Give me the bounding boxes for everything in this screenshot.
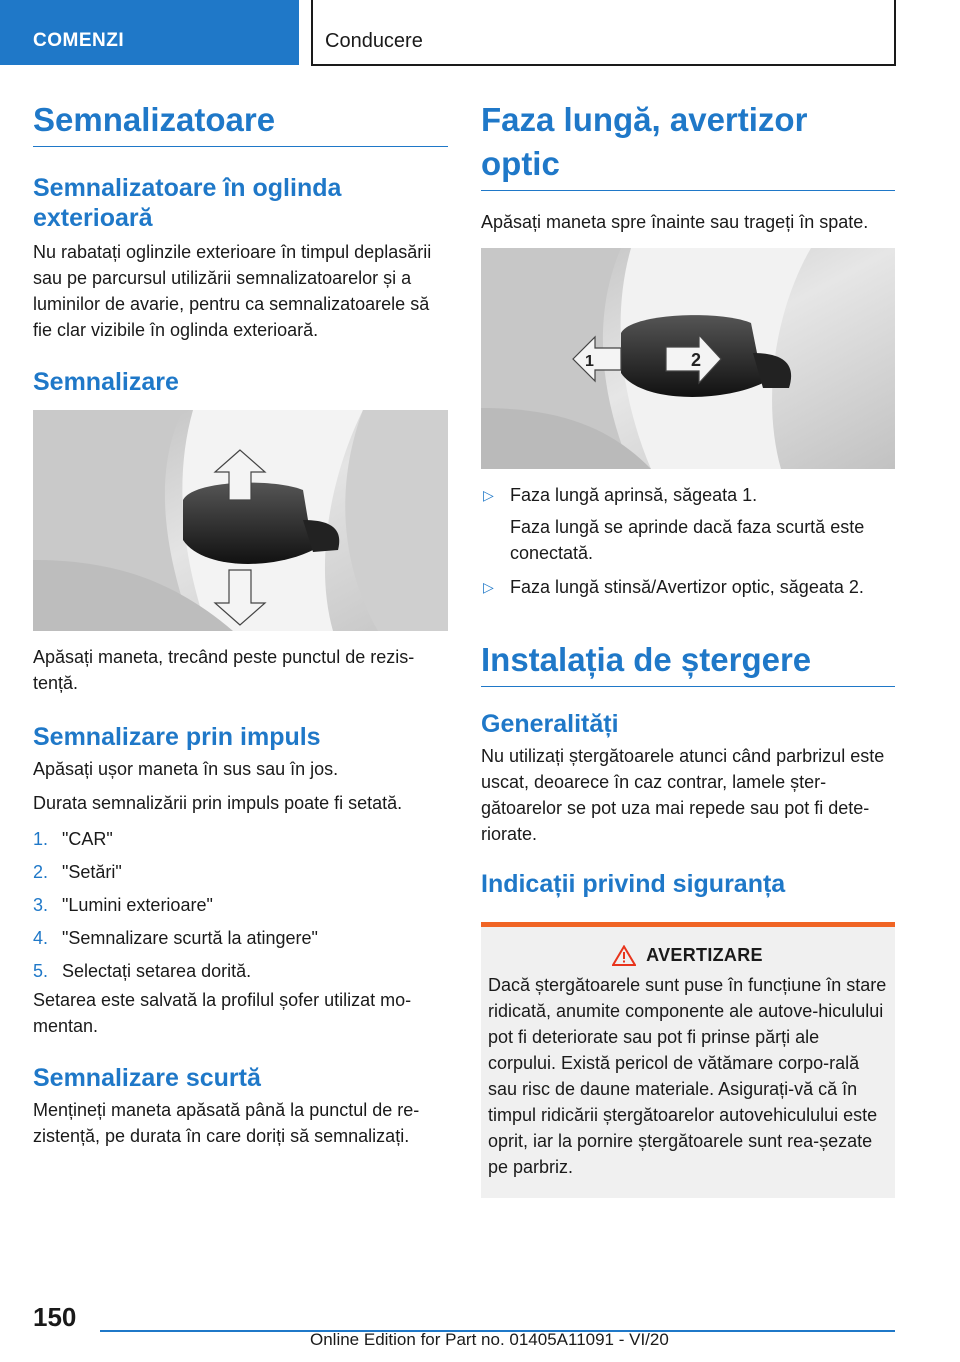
list-item: 4. "Semnalizare scurtă la atingere" [33,928,318,948]
heading-signaling: Semnalizare [33,368,179,396]
warning-header [488,945,887,966]
impulse-text-2: Durata semnalizării prin impuls poate fi setată. [33,793,403,813]
high-beam-intro: Apăsați maneta spre înainte sau trageți în spate. [481,212,869,232]
short-signaling-text: Mențineți maneta apăsată până la punctul de re-zistență, pe durata în care doriți să semnalizați. [33,1100,420,1146]
chapter-title: Conducere [325,30,423,52]
heading-turn-signals: Semnalizatoare [33,98,448,147]
heading-safety: Indicații privind siguranța [481,870,786,898]
heading-short-signaling: Semnalizare scurtă [33,1064,261,1092]
high-beam-lever-image [481,248,895,469]
list-item: ▷ Faza lungă aprinsă, săgeata 1. Faza lungă se aprinde dacă faza scurtă este conectată. [481,482,895,566]
warning-text: Dacă ștergătoarele sunt puse în funcțiune în stare ridicată, anumite componente ale autove-hiculului pot fi deteriorate sau pot fi prinse părți ale corpului. Există pericol de vătămare corpo-rală sau risc de daune materiale. Asigurați-vă că în timpul ridicării ștergătoarelor autovehiculului este oprit, iar la pornire ștergătoarele sunt rea-șezate pe parbriz. [488,975,887,1177]
footer-edition: Online Edition for Part no. 01405A11091 - VI/20 [310,1330,669,1349]
heading-wiper-system: Instalația de ștergere [481,638,895,687]
section-title: COMENZI [33,30,125,51]
right-column [481,98,895,1198]
list-item: 5. Selectați setarea dorită. [33,961,252,981]
impulse-text-1: Apăsați ușor maneta în sus sau în jos. [33,759,339,779]
list-item: 2. "Setări" [33,862,122,882]
triangle-bullet-icon: ▷ [483,487,494,503]
warning-triangle-icon [612,945,636,966]
arrow-2-label: 2 [691,350,702,370]
left-column [33,98,448,1149]
impulse-steps-list [33,826,448,984]
list-subtext: Faza lungă se aprinde dacă faza scurtă este conectată. [510,517,865,563]
section-tab[interactable] [0,0,299,65]
list-item: ▷ Faza lungă stinsă/Avertizor optic, săgeata 2. [481,574,895,600]
heading-mirror-signals: Semnalizatoare în oglinda exterioară [33,174,342,232]
heading-impulse-signaling: Semnalizare prin impuls [33,723,321,751]
lever-illustration [33,410,448,631]
mirror-text: Nu rabatați oglinzile exterioare în timpul deplasării sau pe parcursul utilizării semnalizatoarelor și a luminilor de avarie, pentru ca semnalizatoarele să fie clar vizibile în oglinda exterioară. [33,242,432,340]
warning-box [481,922,895,1198]
list-item: 3. "Lumini exterioare" [33,895,213,915]
high-beam-illustration [481,248,895,469]
list-item: 1. "CAR" [33,829,113,849]
arrow-1-label: 1 [585,353,594,370]
warning-label: AVERTIZARE [646,945,763,965]
triangle-bullet-icon: ▷ [483,579,494,595]
turn-signal-lever-image [33,410,448,631]
chapter-header [311,0,896,66]
page-number: 150 [33,1302,77,1332]
general-text: Nu utilizați ștergătoarele atunci când parbrizul este uscat, deoarece în caz contrar, lamele șter-gătoarelor se pot uza mai repede sau pot fi dete-riorate. [481,746,885,844]
heading-high-beam: Faza lungă, avertizor optic [481,98,895,191]
heading-general: Generalități [481,710,619,738]
signaling-text: Apăsați maneta, trecând peste punctul de rezis-tență. [33,647,415,693]
high-beam-list [481,482,895,600]
impulse-after-text: Setarea este salvată la profilul șofer utilizat mo-mentan. [33,990,412,1036]
